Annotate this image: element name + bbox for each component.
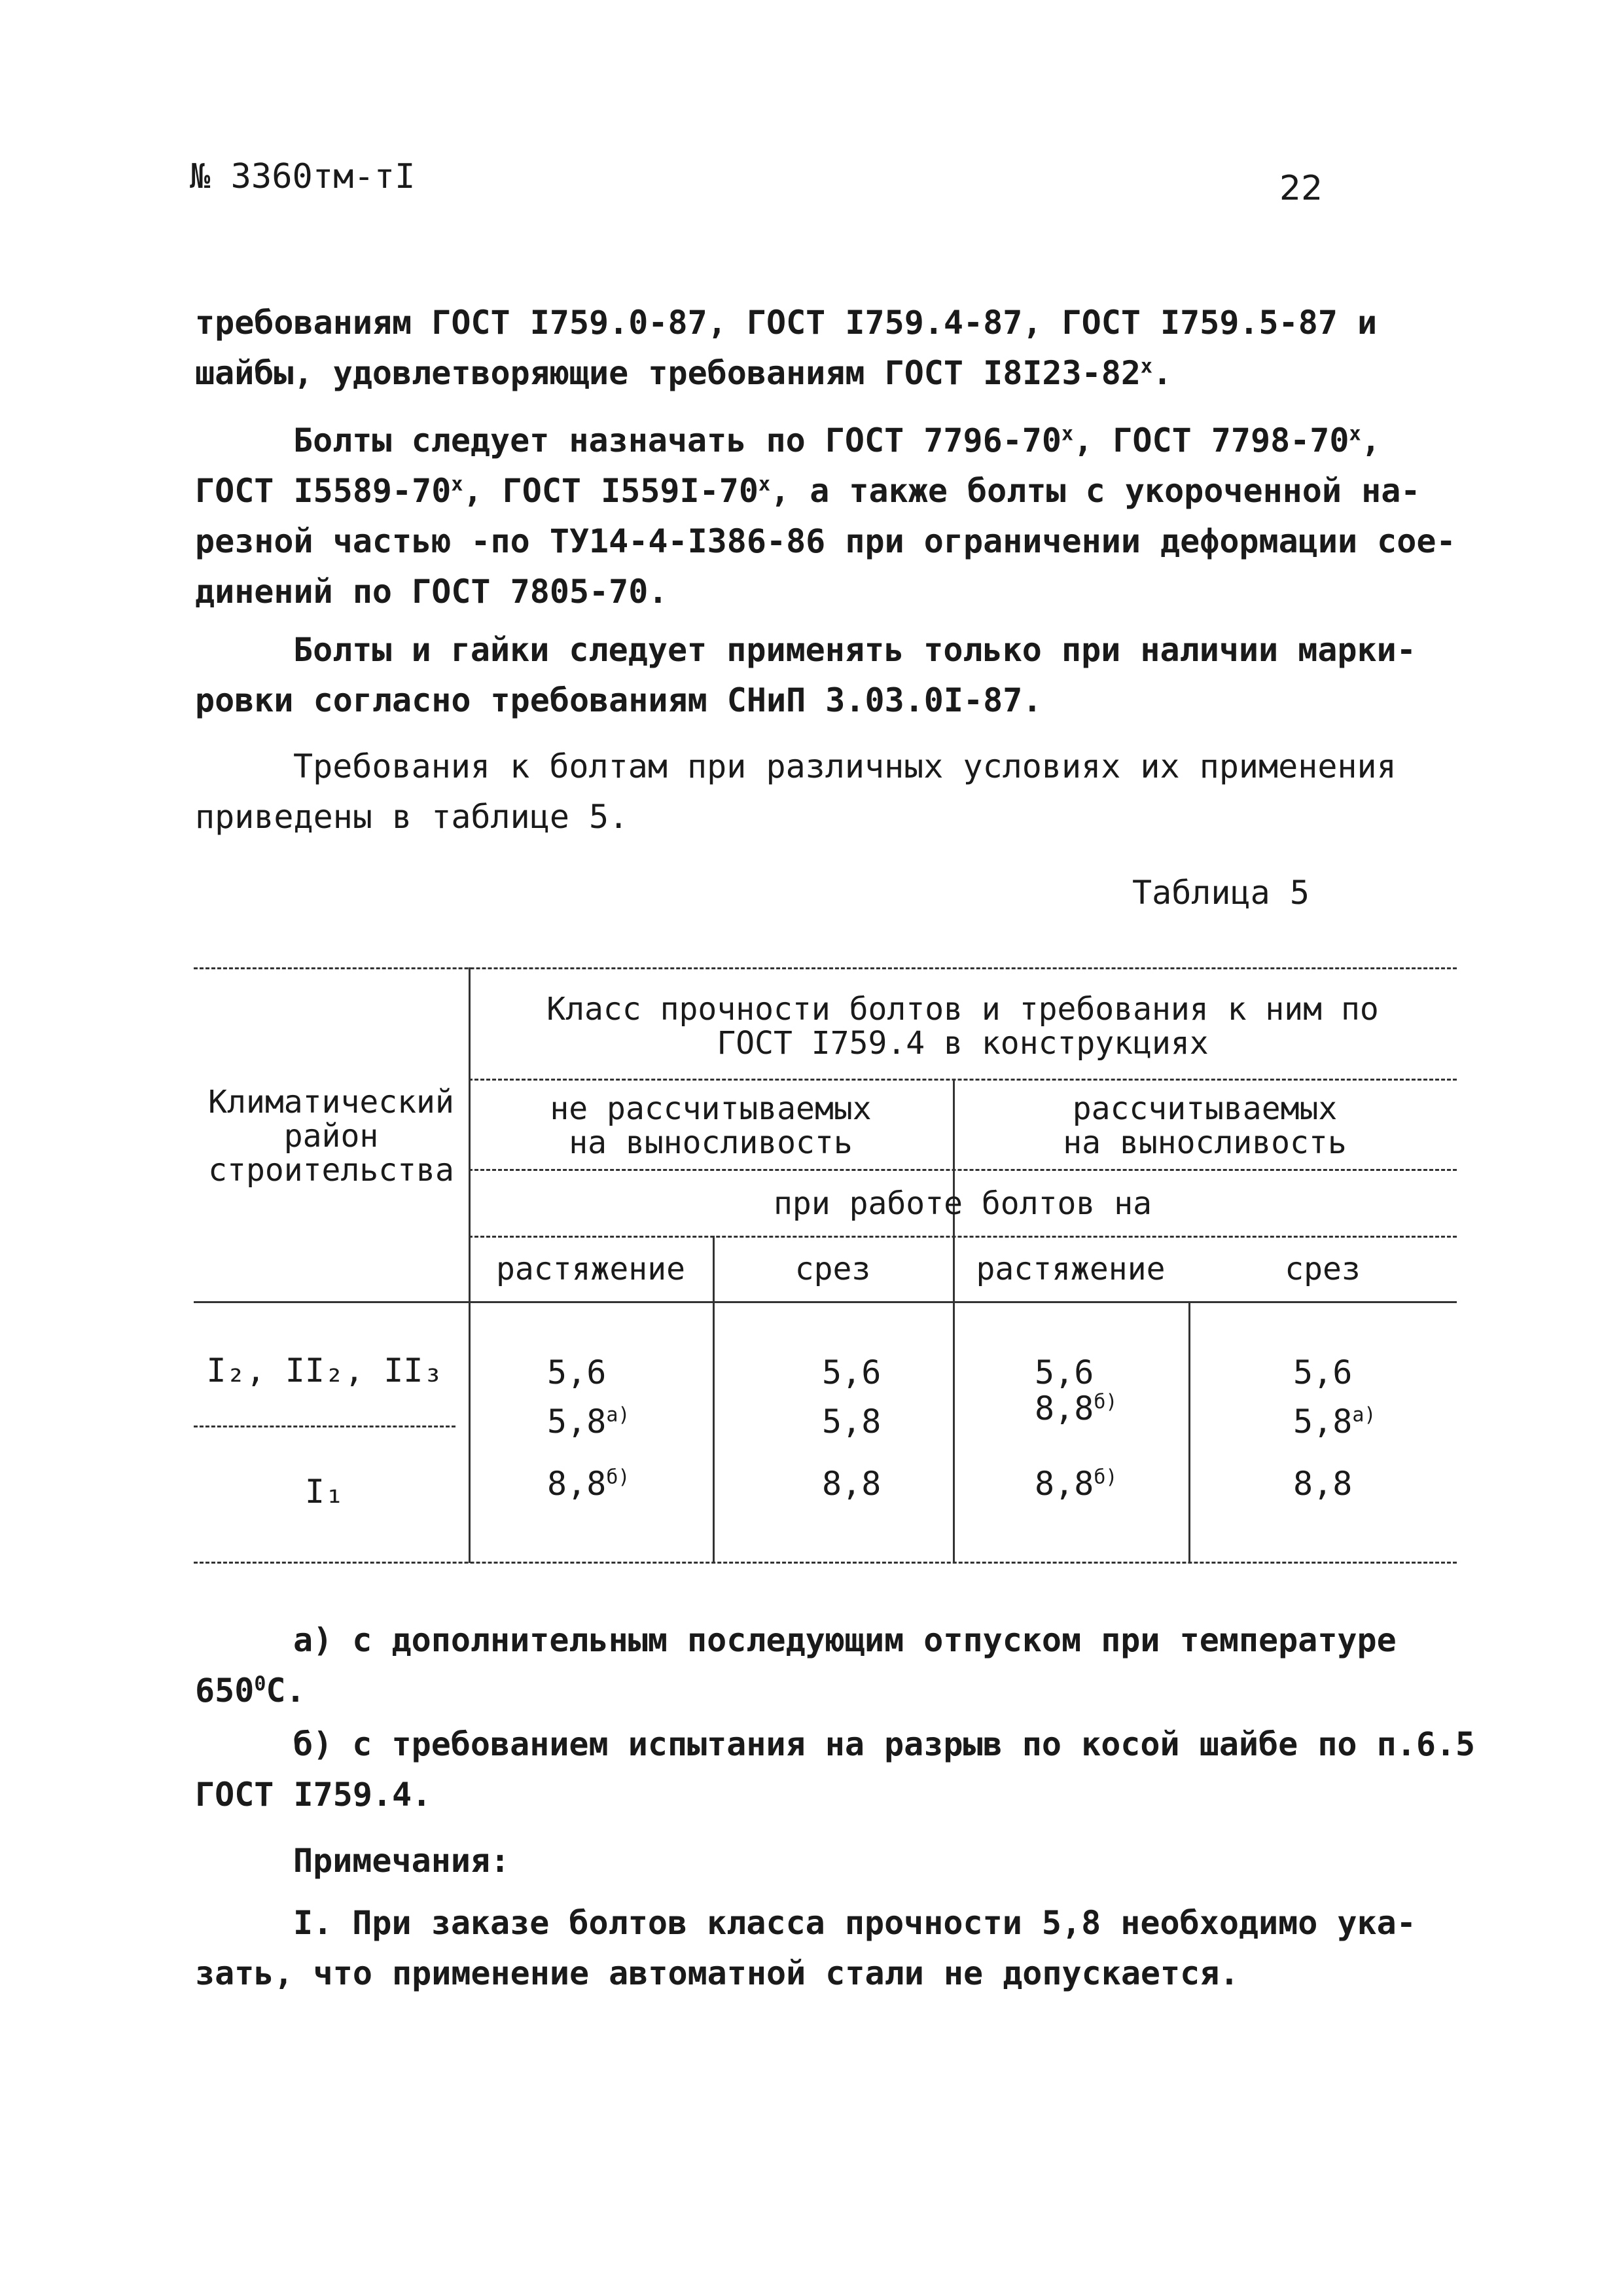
table-cell — [1035, 1465, 1117, 1503]
notes-title: Примечания: — [293, 1842, 510, 1880]
footnote-mark: б) — [606, 1465, 630, 1489]
paragraph-line: Болты следует назначать по ГОСТ 7796-70$^x$, ГОСТ 7798-70$^x$, — [293, 422, 1381, 459]
note-line: зать, что применение автоматной стали не допускается. — [195, 1954, 1240, 1992]
table-caption: Таблица 5 — [1132, 874, 1310, 912]
table-rule — [469, 1169, 1457, 1171]
subheader-shear: срез — [1285, 1251, 1361, 1287]
paragraph-line: ровки согласно требованиям СНиП 3.03.0I-87. — [195, 681, 1043, 719]
table-column-divider — [1188, 1301, 1190, 1563]
paragraph-line: Требования к болтам при различных условиях их применения — [293, 747, 1397, 785]
header-strength-class — [469, 992, 1457, 1060]
footnote-line: б) с требованием испытания на разрыв по косой шайбе по п.6.5 — [293, 1725, 1476, 1763]
paragraph-line: приведены в таблице 5. — [195, 798, 629, 836]
table-cell: 5,8 — [822, 1403, 882, 1441]
footnote-mark: б) — [1094, 1465, 1118, 1489]
subheader-shear: срез — [794, 1251, 871, 1287]
text-span: Болты следует назначать по ГОСТ 7796-70 — [293, 422, 1061, 459]
document-number: № 3360тм-тI — [190, 157, 416, 196]
superscript: 0 — [254, 1672, 266, 1696]
table-cell: 5,6 — [547, 1354, 607, 1391]
cell-value: 8,8 — [1035, 1390, 1094, 1427]
header-line: Климатический — [208, 1084, 454, 1121]
table-rule — [469, 1236, 1457, 1238]
paragraph-1 — [195, 298, 1471, 399]
text-span: шайбы, удовлетворяющие требованиям ГОСТ I8I23-82 — [195, 354, 1141, 392]
table-cell — [547, 1403, 630, 1441]
table-cell: 5,6 — [822, 1354, 882, 1391]
table-rule — [194, 967, 1457, 969]
table-cell: 8,8 — [1293, 1465, 1353, 1503]
superscript: x — [1140, 355, 1152, 378]
superscript: x — [451, 473, 463, 496]
header-work-mode: при работе болтов на — [774, 1185, 1152, 1222]
text-span: , ГОСТ 7798-70 — [1073, 422, 1349, 459]
footnote-mark: б) — [1094, 1390, 1118, 1414]
strength-class-table — [194, 967, 1457, 1564]
note-line: I. При заказе болтов класса прочности 5,8 необходимо ука- — [293, 1904, 1416, 1942]
text-span: . — [1152, 354, 1173, 392]
region-label: I₂, II₂, II₃ — [206, 1352, 443, 1390]
header-climate-region — [194, 1085, 469, 1187]
table-rule — [194, 1562, 1457, 1564]
header-line: на выносливость — [1063, 1124, 1347, 1161]
header-calculated — [953, 1092, 1457, 1160]
table-rule — [194, 1426, 455, 1427]
cell-value: 8,8 — [547, 1465, 607, 1503]
subheader-tension: растяжение — [976, 1251, 1166, 1287]
table-rule — [469, 1079, 1457, 1081]
header-line: Класс прочности болтов и требования к ним по — [546, 991, 1379, 1028]
header-line: не рассчитываемых — [550, 1090, 872, 1127]
header-line: район — [283, 1118, 379, 1155]
header-line: на выносливость — [569, 1124, 853, 1161]
footnote-line: ГОСТ I759.4. — [195, 1776, 432, 1814]
superscript: x — [1349, 422, 1361, 446]
table-cell: 5,6 — [1035, 1354, 1094, 1391]
table-cell — [1293, 1403, 1376, 1441]
paragraph-line — [195, 466, 1471, 516]
text-span: С. — [266, 1672, 306, 1710]
footnote-line — [195, 1666, 1491, 1716]
superscript: x — [1061, 422, 1074, 446]
paragraph-line: резной частью -по ТУ14-4-I386-86 при ограничении деформации сое- — [195, 522, 1456, 560]
text-span: 650 — [195, 1672, 255, 1710]
text-span: , ГОСТ I559I-70 — [463, 472, 758, 510]
paragraph-2 — [195, 416, 1471, 617]
footnote-a — [195, 1615, 1491, 1716]
footnote-b — [195, 1719, 1491, 1820]
note-1 — [195, 1898, 1491, 1999]
paragraph-line: динений по ГОСТ 7805-70. — [195, 573, 668, 611]
header-line: рассчитываемых — [1072, 1090, 1338, 1127]
cell-value: 5,8 — [547, 1403, 607, 1441]
footnote-line: а) с дополнительным последующим отпуском при температуре — [293, 1621, 1397, 1659]
footnote-mark: а) — [1352, 1403, 1376, 1427]
paragraph-line: Болты и гайки следует применять только при наличии марки- — [293, 631, 1416, 669]
header-line: ГОСТ I759.4 в конструкциях — [717, 1025, 1209, 1062]
header-line: строительства — [208, 1152, 454, 1189]
cell-value: 5,8 — [1293, 1403, 1353, 1441]
superscript: x — [758, 473, 771, 496]
subheader-tension: растяжение — [496, 1251, 685, 1287]
table-rule — [194, 1301, 1457, 1303]
paragraph-line: требованиям ГОСТ I759.0-87, ГОСТ I759.4-87, ГОСТ I759.5-87 и — [195, 304, 1378, 342]
region-label: I₁ — [304, 1473, 345, 1511]
cell-value: 8,8 — [1035, 1465, 1094, 1503]
table-cell — [547, 1465, 630, 1503]
table-cell: 5,6 — [1293, 1354, 1353, 1391]
header-not-calculated — [469, 1092, 953, 1160]
page-number: 22 — [1279, 169, 1323, 208]
text-span: , а также болты с укороченной на- — [770, 472, 1421, 510]
table-cell — [1035, 1390, 1117, 1427]
paragraph-line — [195, 348, 1471, 399]
footnote-mark: а) — [606, 1403, 630, 1427]
table-cell: 8,8 — [822, 1465, 882, 1503]
paragraph-3 — [195, 625, 1471, 726]
text-span: ГОСТ I5589-70 — [195, 472, 452, 510]
paragraph-4 — [195, 742, 1471, 842]
